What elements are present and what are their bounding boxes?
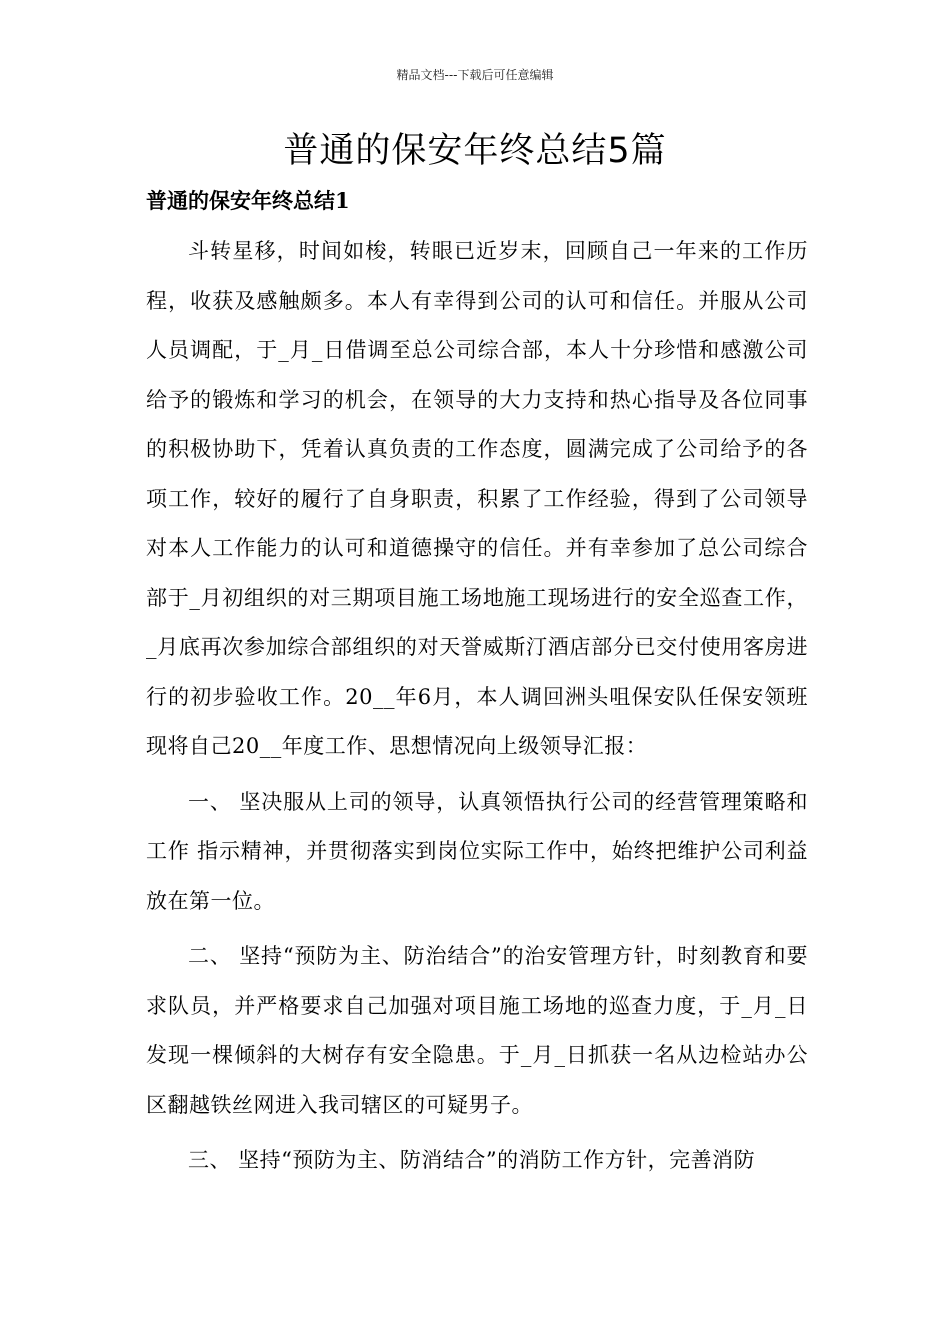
paragraph-item-3: 三、 坚持“预防为主、防消结合”的消防工作方针，完善消防 [188,1148,756,1172]
document-body [146,227,808,1186]
paragraph-item-2: 二、 坚持“预防为主、防治结合”的治安管理方针，时刻教育和要求队员，并严格要求自己加强对项目施工场地的巡查力度，于_月_日发现一棵倾斜的大树存有安全隐患。于_月_日抓获一名从边检站办公区翻越铁丝网进入我司辖区的可疑男子。 [146,944,808,1117]
document-title: 普通的保安年终总结5篇 [283,131,667,171]
section-heading: 普通的保安年终总结1 [146,188,350,213]
paragraph-item-1: 一、 坚决服从上司的领导，认真领悟执行公司的经营管理策略和工作 指示精神，并贯彻落实到岗位实际工作中，始终把维护公司利益放在第一位。 [146,789,808,913]
paragraph-intro: 斗转星移，时间如梭，转眼已近岁末，回顾自己一年来的工作历程，收获及感触颇多。本人有幸得到公司的认可和信任。并服从公司人员调配，于_月_日借调至总公司综合部，本人十分珍惜和感激公司给予的锻炼和学习的机会，在领导的大力支持和热心指导及各位同事的积极协助下，凭着认真负责的工作态度，圆满完成了公司给予的各项工作，较好的履行了自身职责，积累了工作经验，得到了公司领导对本人工作能力的认可和道德操守的信任。并有幸参加了总公司综合部于_月初组织的对三期项目施工场地施工现场进行的安全巡查工作，_月底再次参加综合部组织的对天誉威斯汀酒店部分已交付使用客房进行的初步验收工作。20__年6月，本人调回洲头咀保安队任保安领班现将自己20__年度工作、思想情况向上级领导汇报： [146,239,808,758]
header-note: 精品文档---下载后可任意编辑 [396,68,554,82]
